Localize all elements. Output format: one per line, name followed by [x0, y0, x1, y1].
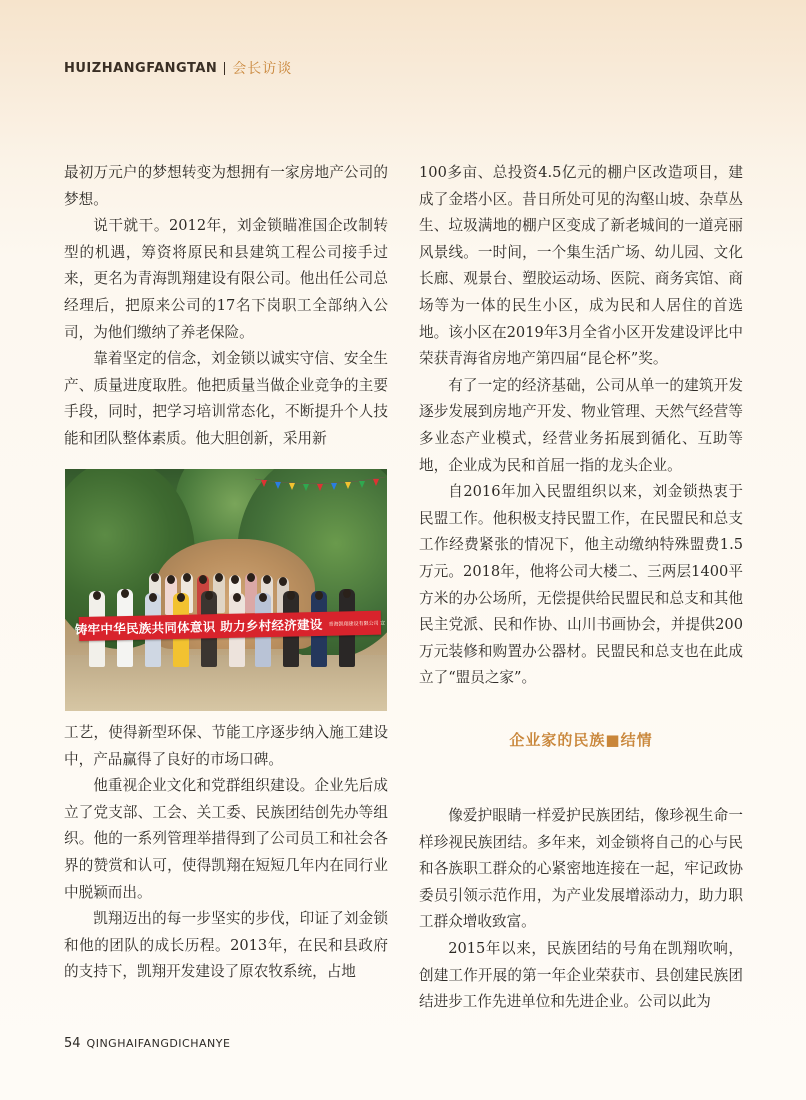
column-name-zh: 会长访谈	[232, 61, 293, 77]
group-of-people	[74, 573, 386, 671]
paragraph: 说干就干。2012年，刘金锁瞄准国企改制转型的机遇，筹资将原民和县建筑工程公司接手过来，更名为青海凯翔建设有限公司。他出任公司总经理后，把原来公司的17名下岗职工全部纳入公司，为他们缴纳了养老保险。	[64, 217, 388, 341]
publication-name: QINGHAIFANGDICHANYE	[86, 1037, 231, 1050]
paragraph: 工艺，使得新型环保、节能工序逐步纳入施工建设中，产品赢得了良好的市场口碑。	[64, 724, 388, 768]
banner-small-text: 青海凯翔建设有限公司 宣	[328, 620, 386, 628]
group-photo	[65, 469, 387, 711]
bunting-flags	[255, 473, 385, 493]
left-column-top	[64, 160, 388, 453]
paragraph: 像爱护眼睛一样爱护民族团结，像珍视生命一样珍视民族团结。多年来，刘金锁将自己的心与民和各族职工群众的心紧密地连接在一起，牢记政协委员引领示范作用，为产业发展增添动力，助力职工群众增收致富。	[419, 807, 743, 931]
banner-text: 铸牢中华民族共同体意识 助力乡村经济建设	[74, 616, 323, 638]
paragraph: 自2016年加入民盟组织以来，刘金锁热衷于民盟工作。他积极支持民盟工作，在民盟民和总支工作经费紧张的情况下，他主动缴纳特殊盟费1.5万元。2018年，他将公司大楼二、三两层1400平方米的办公场所，无偿提供给民盟民和总支和其他民主党派、民和作协、山川书画协会，并提供200万元装修和购置办公器材。民盟民和总支也在此成立了“盟员之家”。	[419, 483, 743, 687]
red-banner	[74, 611, 386, 641]
paragraph: 最初万元户的梦想转变为想拥有一家房地产公司的梦想。	[64, 164, 388, 208]
paragraph: 靠着坚定的信念，刘金锁以诚实守信、安全生产、质量进度取胜。他把质量当做企业竞争的主要手段，同时，把学习培训常态化，不断提升个人技能和团队整体素质。他大胆创新，采用新	[64, 350, 388, 447]
right-column-bottom	[419, 803, 743, 1016]
page-footer	[64, 1036, 230, 1051]
page-number: 54	[64, 1036, 81, 1051]
paragraph: 2015年以来，民族团结的号角在凯翔吹响，创建工作开展的第一年企业荣获市、县创建民族团结进步工作先进单位和先进企业。公司以此为	[419, 939, 743, 1011]
paragraph: 100多亩、总投资4.5亿元的棚户区改造项目，建成了金塔小区。昔日所处可见的沟壑山坡、杂草丛生、垃圾满地的棚户区变成了新老城间的一道亮丽风景线。一时间，一个集生活广场、幼儿园、文化长廊、观景台、塑胶运动场、医院、商务宾馆、商场等为一体的民生小区，成为民和人居住的首选地。该小区在2019年3月全省小区开发建设评比中荣获青海省房地产第四届“昆仑杯”奖。	[419, 164, 743, 368]
left-column-bottom	[64, 720, 388, 986]
paragraph: 凯翔迈出的每一步坚实的步伐，印证了刘金锁和他的团队的成长历程。2013年，在民和县政府的支持下，凯翔开发建设了原农牧系统，占地	[64, 910, 388, 981]
page-header	[64, 57, 292, 79]
column-name-en: HUIZHANGFANGTAN	[64, 60, 218, 76]
right-column-top	[419, 160, 743, 692]
section-heading: 企业家的民族■结情	[509, 731, 653, 749]
header-divider	[224, 62, 225, 75]
paragraph: 他重视企业文化和党群组织建设。企业先后成立了党支部、工会、关工委、民族团结创先办等组织。他的一系列管理举措得到了公司员工和社会各界的赞赏和认可，使得凯翔在短短几年内在同行业中脱颖而出。	[64, 777, 388, 901]
paragraph: 有了一定的经济基础，公司从单一的建筑开发逐步发展到房地产开发、物业管理、天然气经营等多业态产业模式，经营业务拓展到循化、互助等地，企业成为民和首屈一指的龙头企业。	[419, 376, 743, 474]
